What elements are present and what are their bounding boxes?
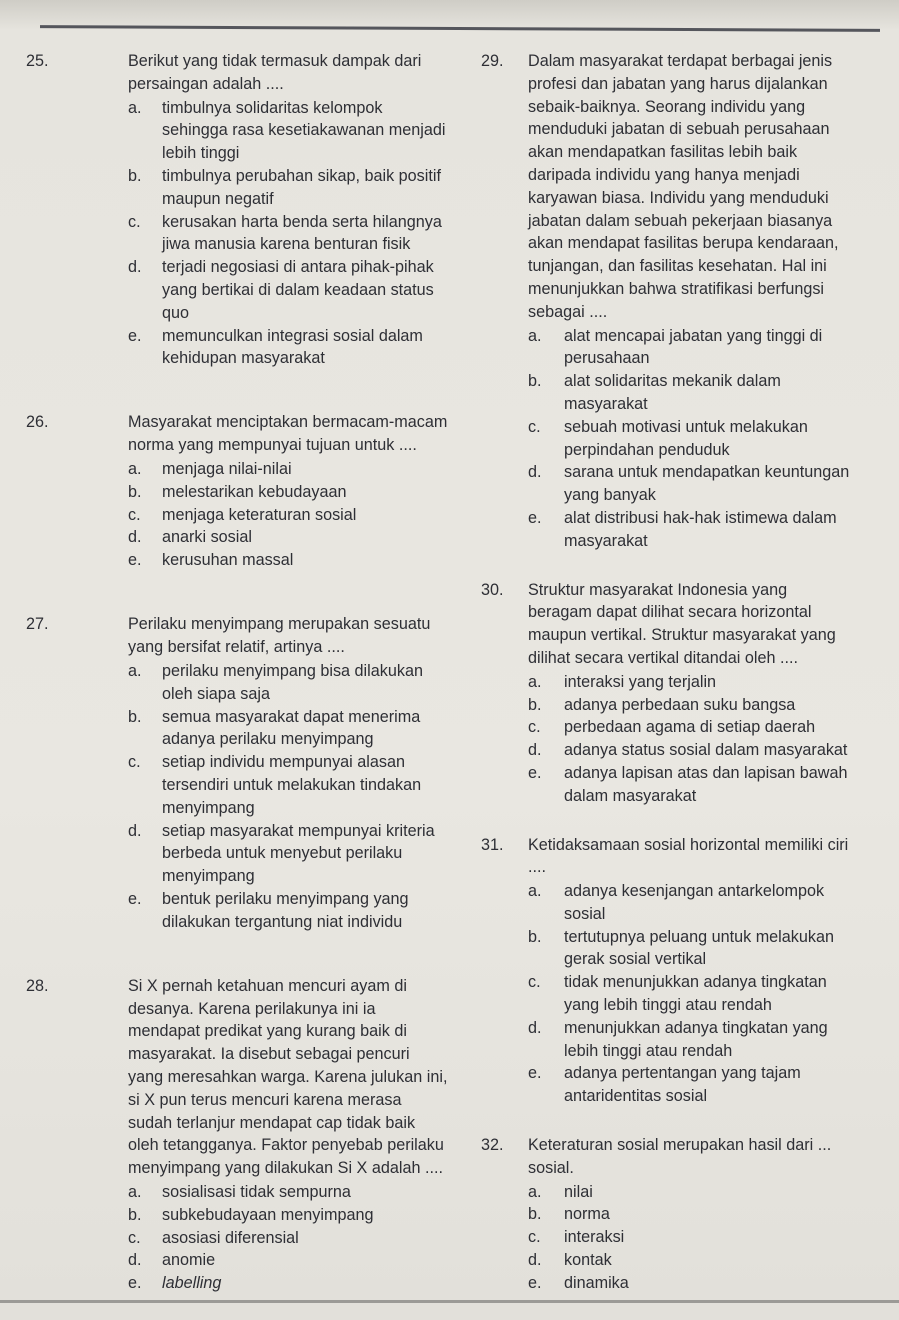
option-a xyxy=(128,458,448,481)
option-b xyxy=(528,1203,853,1226)
option-d xyxy=(128,256,448,324)
option-text: perilaku menyimpang bisa dilakukan oleh siapa saja xyxy=(162,661,423,703)
option-text: menjaga keteraturan sosial xyxy=(162,505,357,524)
option-label: a. xyxy=(128,98,142,117)
option-label: b. xyxy=(528,695,542,714)
option-text: asosiasi diferensial xyxy=(162,1228,299,1247)
option-text: subkebudayaan menyimpang xyxy=(162,1205,374,1224)
option-d xyxy=(128,526,448,549)
option-list xyxy=(128,660,448,934)
option-text: tertutupnya peluang untuk melakukan gerak sosial vertikal xyxy=(564,927,834,969)
option-text: perbedaan agama di setiap daerah xyxy=(564,718,816,737)
option-text: anarki sosial xyxy=(162,528,252,547)
option-text: alat distribusi hak-hak istimewa dalam masyarakat xyxy=(564,508,837,550)
option-label: d. xyxy=(528,1018,542,1037)
option-text: norma xyxy=(564,1205,610,1224)
option-c xyxy=(528,416,853,462)
option-label: b. xyxy=(528,927,542,946)
option-text: kontak xyxy=(564,1251,612,1270)
question-number: 29. xyxy=(481,52,504,70)
option-text: setiap masyarakat mempunyai kriteria berbeda untuk menyebut perilaku menyimpang xyxy=(162,821,435,886)
option-label: a. xyxy=(528,882,542,901)
question-stem: Ketidaksamaan sosial horizontal memiliki ciri .... xyxy=(528,835,849,877)
option-text: adanya lapisan atas dan lapisan bawah dalam masyarakat xyxy=(564,763,848,805)
option-text: timbulnya solidaritas kelompok sehingga rasa kesetiakawanan menjadi lebih tinggi xyxy=(162,98,446,163)
option-label: d. xyxy=(528,1251,542,1270)
question-number: 31. xyxy=(481,835,504,854)
option-c xyxy=(528,971,853,1017)
option-label: c. xyxy=(528,417,541,436)
option-label: e. xyxy=(128,889,142,908)
option-text: labelling xyxy=(162,1274,222,1293)
question-stem: Berikut yang tidak termasuk dampak dari persaingan adalah .... xyxy=(128,52,422,93)
option-text: interaksi yang terjalin xyxy=(564,672,717,691)
left-column xyxy=(26,50,448,1295)
option-label: d. xyxy=(128,258,142,277)
question-28 xyxy=(26,975,448,1295)
option-text: tidak menunjukkan adanya tingkatan yang lebih tinggi atau rendah xyxy=(564,973,827,1015)
option-label: c. xyxy=(128,753,141,772)
option-e xyxy=(528,1272,853,1295)
option-label: c. xyxy=(128,212,141,231)
option-label: c. xyxy=(528,1228,541,1247)
option-e xyxy=(528,762,853,808)
option-label: c. xyxy=(528,718,541,737)
option-b xyxy=(128,165,448,211)
option-label: b. xyxy=(528,372,542,391)
option-text: menunjukkan adanya tingkatan yang lebih tinggi atau rendah xyxy=(564,1018,828,1060)
option-label: b. xyxy=(528,1205,542,1224)
option-label: d. xyxy=(128,1251,142,1270)
option-label: e. xyxy=(128,551,142,570)
question-stem: Dalam masyarakat terdapat berbagai jenis profesi dan jabatan yang harus dijalankan sebaik-baiknya. Seorang individu yang menduduki jabatan di sebuah perusahaan akan mendapatkan fasilitas lebih baik daripada individu yang hanya menjadi karyawan biasa. Individu yang menduduki jabatan dalam sebuah pekerjaan biasanya akan mendapat fasilitas berupa kendaraan, tunjangan, dan fasilitas kesehatan. Hal ini menunjukkan bahwa stratifikasi berfungsi sebagai .... xyxy=(528,52,839,321)
option-label: e. xyxy=(128,326,142,345)
option-text: menjaga nilai-nilai xyxy=(162,460,292,479)
option-label: d. xyxy=(128,821,142,840)
option-c xyxy=(128,211,448,257)
option-text: dinamika xyxy=(564,1273,629,1292)
option-text: kerusuhan massal xyxy=(162,551,294,570)
option-b xyxy=(128,1204,448,1227)
option-text: melestarikan kebudayaan xyxy=(162,482,347,501)
question-number: 27. xyxy=(26,615,49,634)
option-text: bentuk perilaku menyimpang yang dilakukan tergantung niat individu xyxy=(162,889,409,931)
option-e xyxy=(528,507,853,553)
option-a xyxy=(528,671,853,694)
option-a xyxy=(528,1181,853,1204)
option-e xyxy=(128,1272,448,1295)
question-number: 32. xyxy=(481,1136,504,1155)
question-number: 30. xyxy=(481,580,504,599)
option-text: memunculkan integrasi sosial dalam kehidupan masyarakat xyxy=(162,326,423,368)
option-list xyxy=(128,97,448,371)
option-label: b. xyxy=(128,707,142,726)
question-stem: Struktur masyarakat Indonesia yang beragam dapat dilihat secara horizontal maupun vertikal. Struktur masyarakat yang dilihat secara vertikal ditandai oleh .... xyxy=(528,580,836,667)
option-text: nilai xyxy=(564,1182,593,1201)
option-text: interaksi xyxy=(564,1228,625,1247)
option-list xyxy=(128,458,448,572)
option-text: alat solidaritas mekanik dalam masyarakat xyxy=(564,372,781,413)
option-text: adanya status sosial dalam masyarakat xyxy=(564,741,848,760)
question-stem: Perilaku menyimpang merupakan sesuatu yang bersifat relatif, artinya .... xyxy=(128,615,431,657)
option-label: c. xyxy=(528,973,541,992)
option-c xyxy=(128,504,448,527)
option-text: adanya pertentangan yang tajam antaridentitas sosial xyxy=(564,1064,801,1106)
option-list xyxy=(128,1181,448,1295)
option-d xyxy=(528,1249,853,1272)
option-text: semua masyarakat dapat menerima adanya perilaku menyimpang xyxy=(162,707,421,749)
option-text: adanya perbedaan suku bangsa xyxy=(564,695,796,714)
option-text: terjadi negosiasi di antara pihak-pihak yang bertikai di dalam keadaan status quo xyxy=(162,258,434,322)
option-label: b. xyxy=(128,482,142,501)
option-a xyxy=(128,660,448,706)
option-list xyxy=(528,1181,853,1295)
option-text: adanya kesenjangan antarkelompok sosial xyxy=(564,882,825,923)
question-29 xyxy=(483,50,853,553)
option-label: a. xyxy=(128,460,142,479)
bottom-rule xyxy=(0,1300,899,1303)
option-list xyxy=(528,671,853,808)
option-b xyxy=(528,926,853,972)
option-e xyxy=(128,325,448,371)
option-text: alat mencapai jabatan yang tinggi di perusahaan xyxy=(564,326,823,368)
question-26 xyxy=(26,411,448,572)
option-d xyxy=(128,1249,448,1272)
option-a xyxy=(528,325,853,371)
option-a xyxy=(528,880,853,926)
option-c xyxy=(528,1226,853,1249)
question-number: 26. xyxy=(26,413,49,432)
option-label: e. xyxy=(528,1273,542,1292)
option-b xyxy=(528,694,853,717)
option-text: setiap individu mempunyai alasan tersendiri untuk melakukan tindakan menyimpang xyxy=(162,753,422,817)
option-label: e. xyxy=(528,763,542,782)
option-label: a. xyxy=(528,672,542,691)
question-31 xyxy=(483,834,853,1109)
option-text: anomie xyxy=(162,1251,216,1270)
option-a xyxy=(128,97,448,165)
option-label: d. xyxy=(528,741,542,760)
option-d xyxy=(528,739,853,762)
option-d xyxy=(528,461,853,507)
option-d xyxy=(128,820,448,888)
option-list xyxy=(528,325,853,553)
option-label: c. xyxy=(128,1228,141,1247)
question-25 xyxy=(26,50,448,370)
option-label: e. xyxy=(128,1274,142,1293)
right-column xyxy=(483,50,853,1295)
question-number: 28. xyxy=(26,976,49,995)
option-c xyxy=(128,751,448,819)
option-label: d. xyxy=(128,528,142,547)
option-label: b. xyxy=(128,1205,142,1224)
option-text: kerusakan harta benda serta hilangnya jiwa manusia karena benturan fisik xyxy=(162,212,442,254)
question-30 xyxy=(483,579,853,808)
option-text: timbulnya perubahan sikap, baik positif maupun negatif xyxy=(162,166,441,208)
option-label: a. xyxy=(128,661,142,680)
option-label: b. xyxy=(128,166,142,185)
option-label: d. xyxy=(528,463,542,482)
option-b xyxy=(128,481,448,504)
option-c xyxy=(128,1227,448,1250)
option-label: e. xyxy=(528,1064,542,1083)
option-list xyxy=(528,880,853,1108)
question-27 xyxy=(26,613,448,933)
option-text: sarana untuk mendapatkan keuntungan yang banyak xyxy=(564,463,850,505)
option-label: a. xyxy=(528,326,542,345)
option-c xyxy=(528,716,853,739)
question-stem: Masyarakat menciptakan bermacam-macam norma yang mempunyai tujuan untuk .... xyxy=(128,413,448,455)
question-stem: Si X pernah ketahuan mencuri ayam di desanya. Karena perilakunya ini ia mendapat predikat yang kurang baik di masyarakat. Ia disebut sebagai pencuri yang meresahkan warga. Karena julukan ini, si X pun terus mencuri karena merasa sudah terlanjur mendapat cap tidak baik oleh tetangganya. Faktor penyebab perilaku menyimpang yang dilakukan Si X adalah .... xyxy=(128,976,448,1178)
question-32 xyxy=(483,1134,853,1295)
option-text: sebuah motivasi untuk melakukan perpindahan penduduk xyxy=(564,417,808,459)
top-rule xyxy=(40,25,880,32)
option-text: sosialisasi tidak sempurna xyxy=(162,1183,351,1202)
option-label: c. xyxy=(128,505,141,524)
option-e xyxy=(128,888,448,934)
option-label: a. xyxy=(528,1182,542,1201)
option-b xyxy=(128,706,448,752)
question-number: 25. xyxy=(26,52,49,70)
option-e xyxy=(128,549,448,572)
option-d xyxy=(528,1017,853,1063)
option-label: e. xyxy=(528,508,542,527)
question-stem: Keteraturan sosial merupakan hasil dari ... sosial. xyxy=(528,1136,832,1177)
option-e xyxy=(528,1062,853,1108)
option-b xyxy=(528,370,853,416)
option-label: a. xyxy=(128,1183,142,1202)
option-a xyxy=(128,1181,448,1204)
